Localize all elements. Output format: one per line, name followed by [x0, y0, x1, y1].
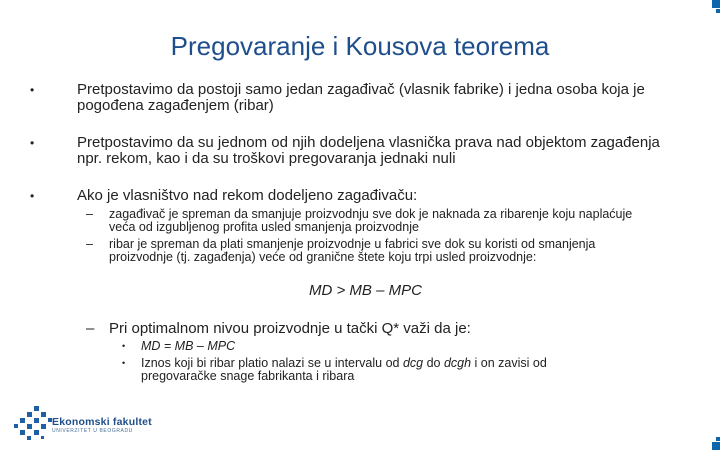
third-level-item — [122, 357, 622, 382]
bullet-text: Ako je vlasništvo nad rekom dodeljeno zagađivaču: — [77, 187, 418, 204]
bullet-marker: • — [30, 83, 35, 97]
sub-item — [86, 238, 646, 263]
third-marker: • — [122, 341, 126, 351]
logo-name: Ekonomski fakultet — [52, 416, 152, 428]
sub-item — [86, 208, 646, 233]
bullet-text: Pretpostavimo da postoji samo jedan zagađivač (vlasnik fabrike) i jedna osoba koja je pogođena zagađenjem (ribar) — [77, 81, 645, 114]
payment-text-end: i on zavisi od pregovaračke snage fabrikanta i ribara — [141, 356, 547, 383]
third-marker: • — [122, 358, 126, 368]
bullet-item — [30, 188, 670, 204]
interval-start: dcg — [402, 356, 424, 370]
sub-text: zagađivač je spreman da smanjuje proizvodnju sve dok je naknada za ribarenje koju naplaćuje veća od izgubljenog profita usled smanjenja proizvodnje — [109, 207, 633, 234]
bullet-item — [30, 135, 670, 167]
payment-text-mid: do — [423, 356, 444, 370]
sub-text: ribar je spreman da plati smanjenje proizvodnje u fabrici sve dok su koristi od smanjenja proizvodnje (tj. zagađenja) veće od granične štete koju trpi usled proizvodnje: — [109, 237, 596, 264]
bullet-marker: • — [30, 136, 35, 150]
optimum-text: Pri optimalnom nivou proizvodnje u tački Q* važi da je: — [109, 320, 471, 337]
payment-text — [141, 357, 622, 382]
sub-marker: – — [86, 320, 95, 337]
corner-mark-top — [712, 0, 720, 8]
optimum-item — [86, 320, 646, 337]
sub-marker: – — [86, 207, 93, 221]
corner-mark-bottom-small — [716, 437, 720, 441]
corner-mark-bottom — [712, 442, 720, 450]
corner-mark-top-small — [716, 9, 720, 13]
formula: MD > MB – MPC — [309, 282, 422, 299]
bullet-marker: • — [30, 189, 35, 203]
third-level-item — [122, 340, 622, 353]
bullet-item — [30, 82, 670, 114]
equation-text: MD = MB – MPC — [141, 339, 236, 353]
interval-end: dcgh — [443, 356, 472, 370]
slide-title: Pregovaranje i Kousova teorema — [170, 31, 550, 61]
bullet-text: Pretpostavimo da su jednom od njih dodeljena vlasnička prava nad objektom zagađenja npr. rekom, kao i da su troškovi pregovaranja jednaki nuli — [77, 134, 660, 167]
payment-text-start: Iznos koji bi ribar platio nalazi se u intervalu od — [141, 356, 403, 370]
logo-subtitle: UNIVERZITET U BEOGRADU — [52, 428, 133, 434]
sub-marker: – — [86, 237, 93, 251]
